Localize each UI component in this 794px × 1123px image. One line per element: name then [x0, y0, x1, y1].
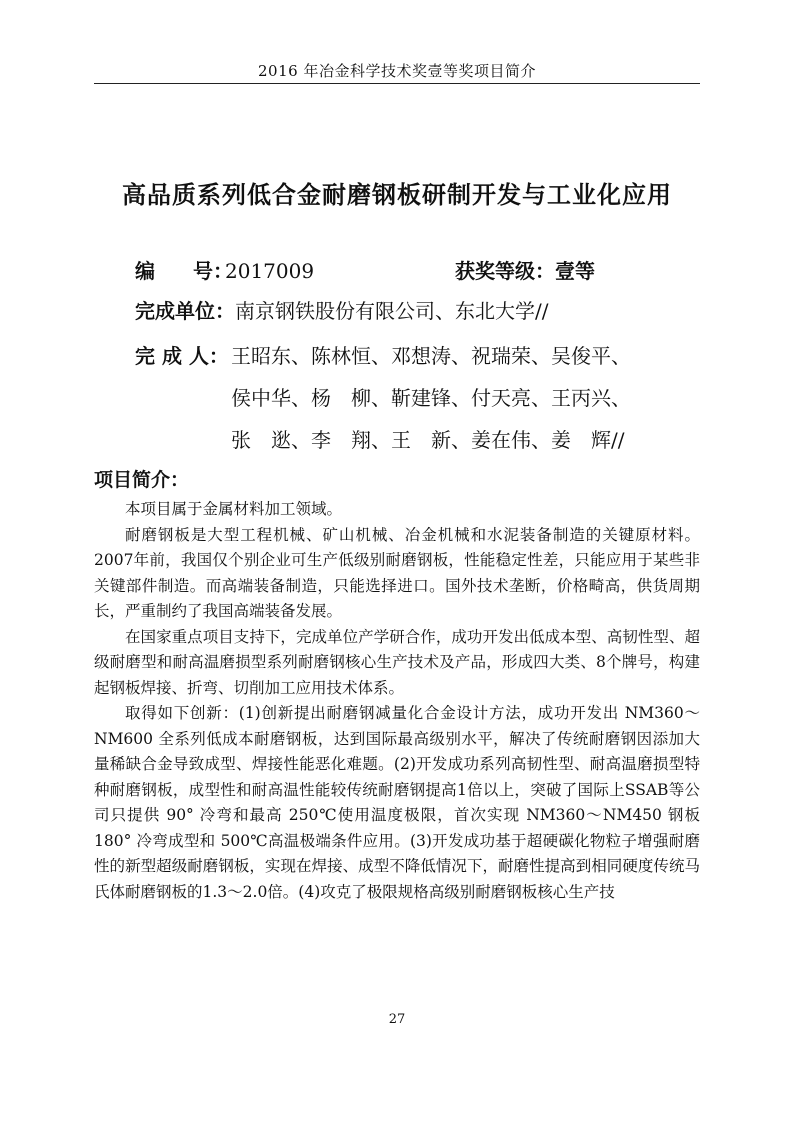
award-level-value: 壹等: [555, 259, 595, 283]
people-list-line: 王昭东、陈林恒、邓想涛、祝瑞荣、吴俊平、: [231, 344, 631, 368]
people-list-line: 侯中华、杨 柳、靳建锋、付天亮、王丙兴、: [231, 386, 631, 410]
page-title: 高品质系列低合金耐磨钢板研制开发与工业化应用: [122, 181, 672, 209]
intro-paragraph: 在国家重点项目支持下，完成单位产学研合作，成功开发出低成本型、高韧性型、超级耐磨型和耐高温磨损型系列耐磨钢核心生产技术及产品，形成四大类、8个牌号，构建起钢板焊接、折弯、切削加工应用技术体系。: [94, 627, 700, 697]
intro-paragraph: 耐磨钢板是大型工程机械、矿山机械、冶金机械和水泥装备制造的关键原材料。2007年前，我国仅个别企业可生产低级别耐磨钢板，性能稳定性差，只能应用于某些非关键部件制造。而高端装备制造，只能选择进口。国外技术垄断，价格畸高，供货周期长，严重制约了我国高端装备发展。: [94, 525, 700, 620]
intro-paragraph: 本项目属于金属材料加工领域。: [125, 500, 343, 518]
project-number-value: 2017009: [225, 259, 315, 283]
project-number-label-char: 编: [135, 259, 155, 283]
project-number-label: [135, 257, 233, 285]
completion-unit-label: 完成单位：: [135, 299, 235, 323]
project-number-label-char: 号：: [193, 259, 233, 283]
page-number: 27: [388, 1012, 406, 1027]
completion-unit-row: [135, 297, 548, 325]
intro-body: [94, 497, 700, 905]
completion-people-label: 完 成 人：: [135, 344, 229, 368]
running-header: 2016 年冶金科学技术奖壹等奖项目简介: [258, 62, 536, 80]
award-level-label: 获奖等级：: [455, 259, 555, 283]
people-list-line: 张 逖、李 翔、王 新、姜在伟、姜 辉//: [231, 428, 625, 452]
project-number-row: [135, 257, 595, 285]
intro-paragraph: 取得如下创新：(1)创新提出耐磨钢减量化合金设计方法，成功开发出 NM360～NM600 全系列低成本耐磨钢板，达到国际最高级别水平，解决了传统耐磨钢因添加大量稀缺合金导致成型、焊接性能恶化难题。(2)开发成功系列高韧性型、耐高温磨损型特种耐磨钢板，成型性和耐高温性能较传统耐磨钢提高1倍以上，突破了国际上SSAB等公司只提供 90° 冷弯和最高 250℃使用温度极限，首次实现 NM360～NM450 钢板 180° 冷弯成型和 500℃高温极端条件应用。(3)开发成功基于超硬碳化物粒子增强耐磨性的新型超级耐磨钢板，实现在焊接、成型不降低情况下，耐磨性提高到相同硬度传统马氏体耐磨钢板的1.3～2.0倍。(4)攻克了极限规格高级别耐磨钢板核心生产技: [94, 704, 700, 901]
header-divider: [94, 83, 700, 84]
intro-heading: 项目简介：: [94, 469, 190, 491]
completion-unit-value: 南京钢铁股份有限公司、东北大学//: [235, 299, 549, 323]
completion-people-row: [135, 342, 229, 370]
